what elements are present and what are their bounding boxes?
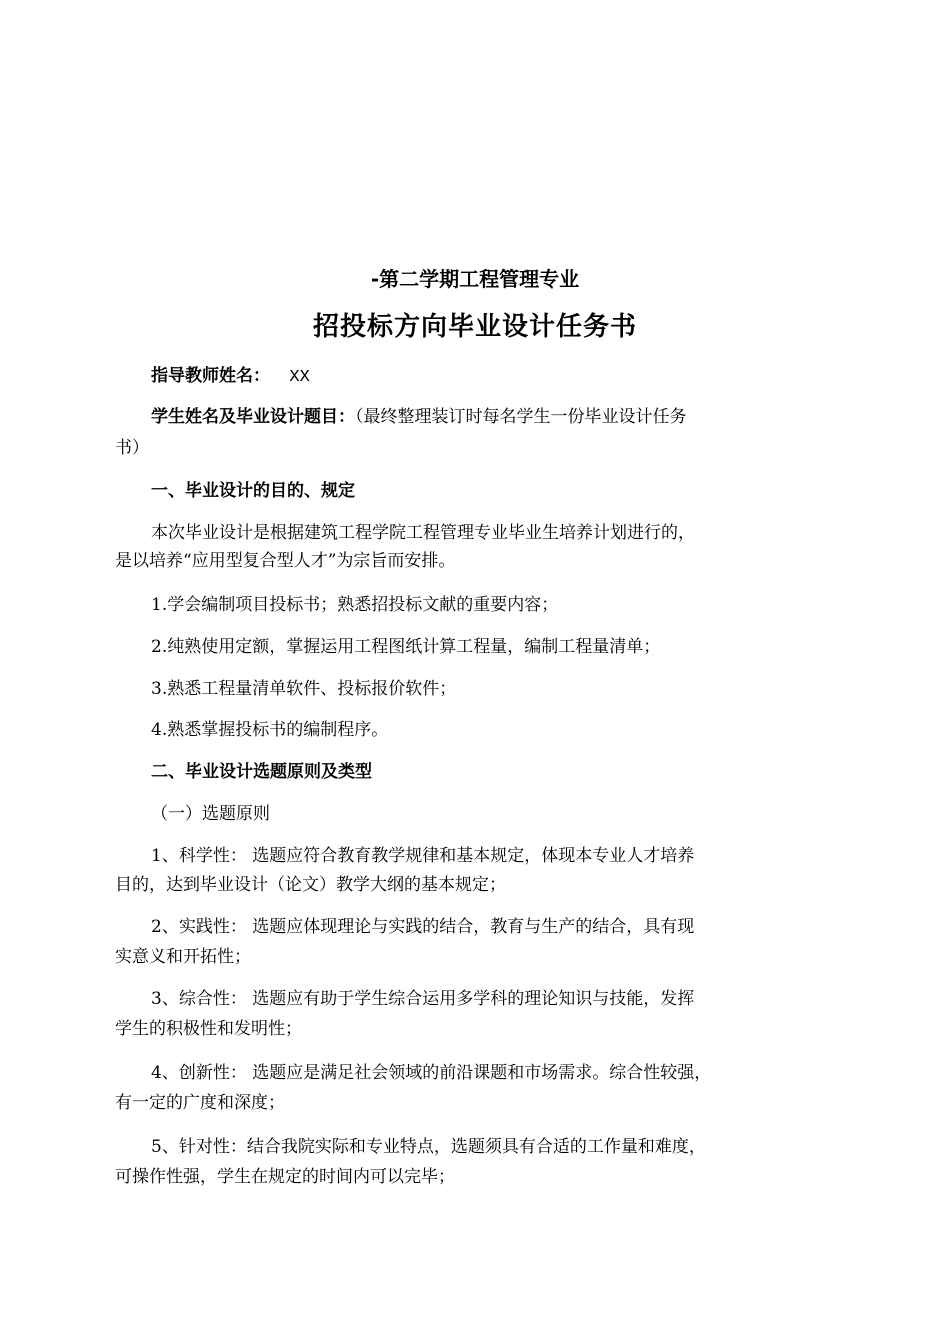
principle-line2: 有一定的广度和深度； [115, 1093, 285, 1113]
advisor-line [115, 364, 811, 390]
advisor-label: 指导教师姓名： [151, 366, 270, 386]
subsection-heading: （一）选题原则 [151, 804, 270, 824]
principle-line2: 实意义和开拓性； [115, 947, 251, 967]
section1-heading: 一、毕业设计的目的、规定 [151, 481, 355, 501]
student-line [115, 405, 811, 429]
section1-paragraph-line2: 是以培养“应用型复合型人才”为宗旨而安排。 [115, 551, 456, 571]
goal-item: 4.熟悉掌握投标书的编制程序。 [151, 720, 389, 740]
principle-line2: 学生的积极性和发明性； [115, 1019, 302, 1039]
principle-line2: 可操作性强，学生在规定的时间内可以完毕； [115, 1167, 455, 1187]
doc-title-main: 招投标方向毕业设计任务书 [312, 312, 637, 342]
goal-item: 2.纯熟使用定额，掌握运用工程图纸计算工程量，编制工程量清单； [151, 637, 661, 657]
principle-line1: 5、针对性：结合我院实际和专业特点，选题须具有合适的工作量和难度， [151, 1137, 706, 1157]
goal-item: 3.熟悉工程量清单软件、投标报价软件； [151, 679, 457, 699]
advisor-value: XX [289, 368, 310, 387]
student-note-cont: 书） [115, 438, 149, 458]
principle-line1: 2、实践性： 选题应体现理论与实践的结合，教育与生产的结合，具有现 [151, 917, 695, 937]
goal-item: 1.学会编制项目投标书；熟悉招投标文献的重要内容； [151, 595, 559, 615]
doc-title-line1: -第二学期工程管理专业 [370, 267, 580, 291]
principle-line1: 4、创新性： 选题应是满足社会领域的前沿课题和市场需求。综合性较强， [151, 1063, 712, 1083]
section2-heading: 二、毕业设计选题原则及类型 [151, 762, 372, 782]
student-note: （最终整理装订时每名学生一份毕业设计任务 [355, 407, 687, 427]
student-label: 学生姓名及毕业设计题目： [151, 407, 355, 427]
principle-line2: 目的，达到毕业设计（论文）教学大纲的基本规定； [115, 875, 506, 895]
section1-paragraph-line1: 本次毕业设计是根据建筑工程学院工程管理专业毕业生培养计划进行的， [151, 523, 695, 543]
principle-line1: 1、科学性： 选题应符合教育教学规律和基本规定，体现本专业人才培养 [151, 846, 695, 866]
principle-line1: 3、综合性： 选题应有助于学生综合运用多学科的理论知识与技能，发挥 [151, 989, 695, 1009]
